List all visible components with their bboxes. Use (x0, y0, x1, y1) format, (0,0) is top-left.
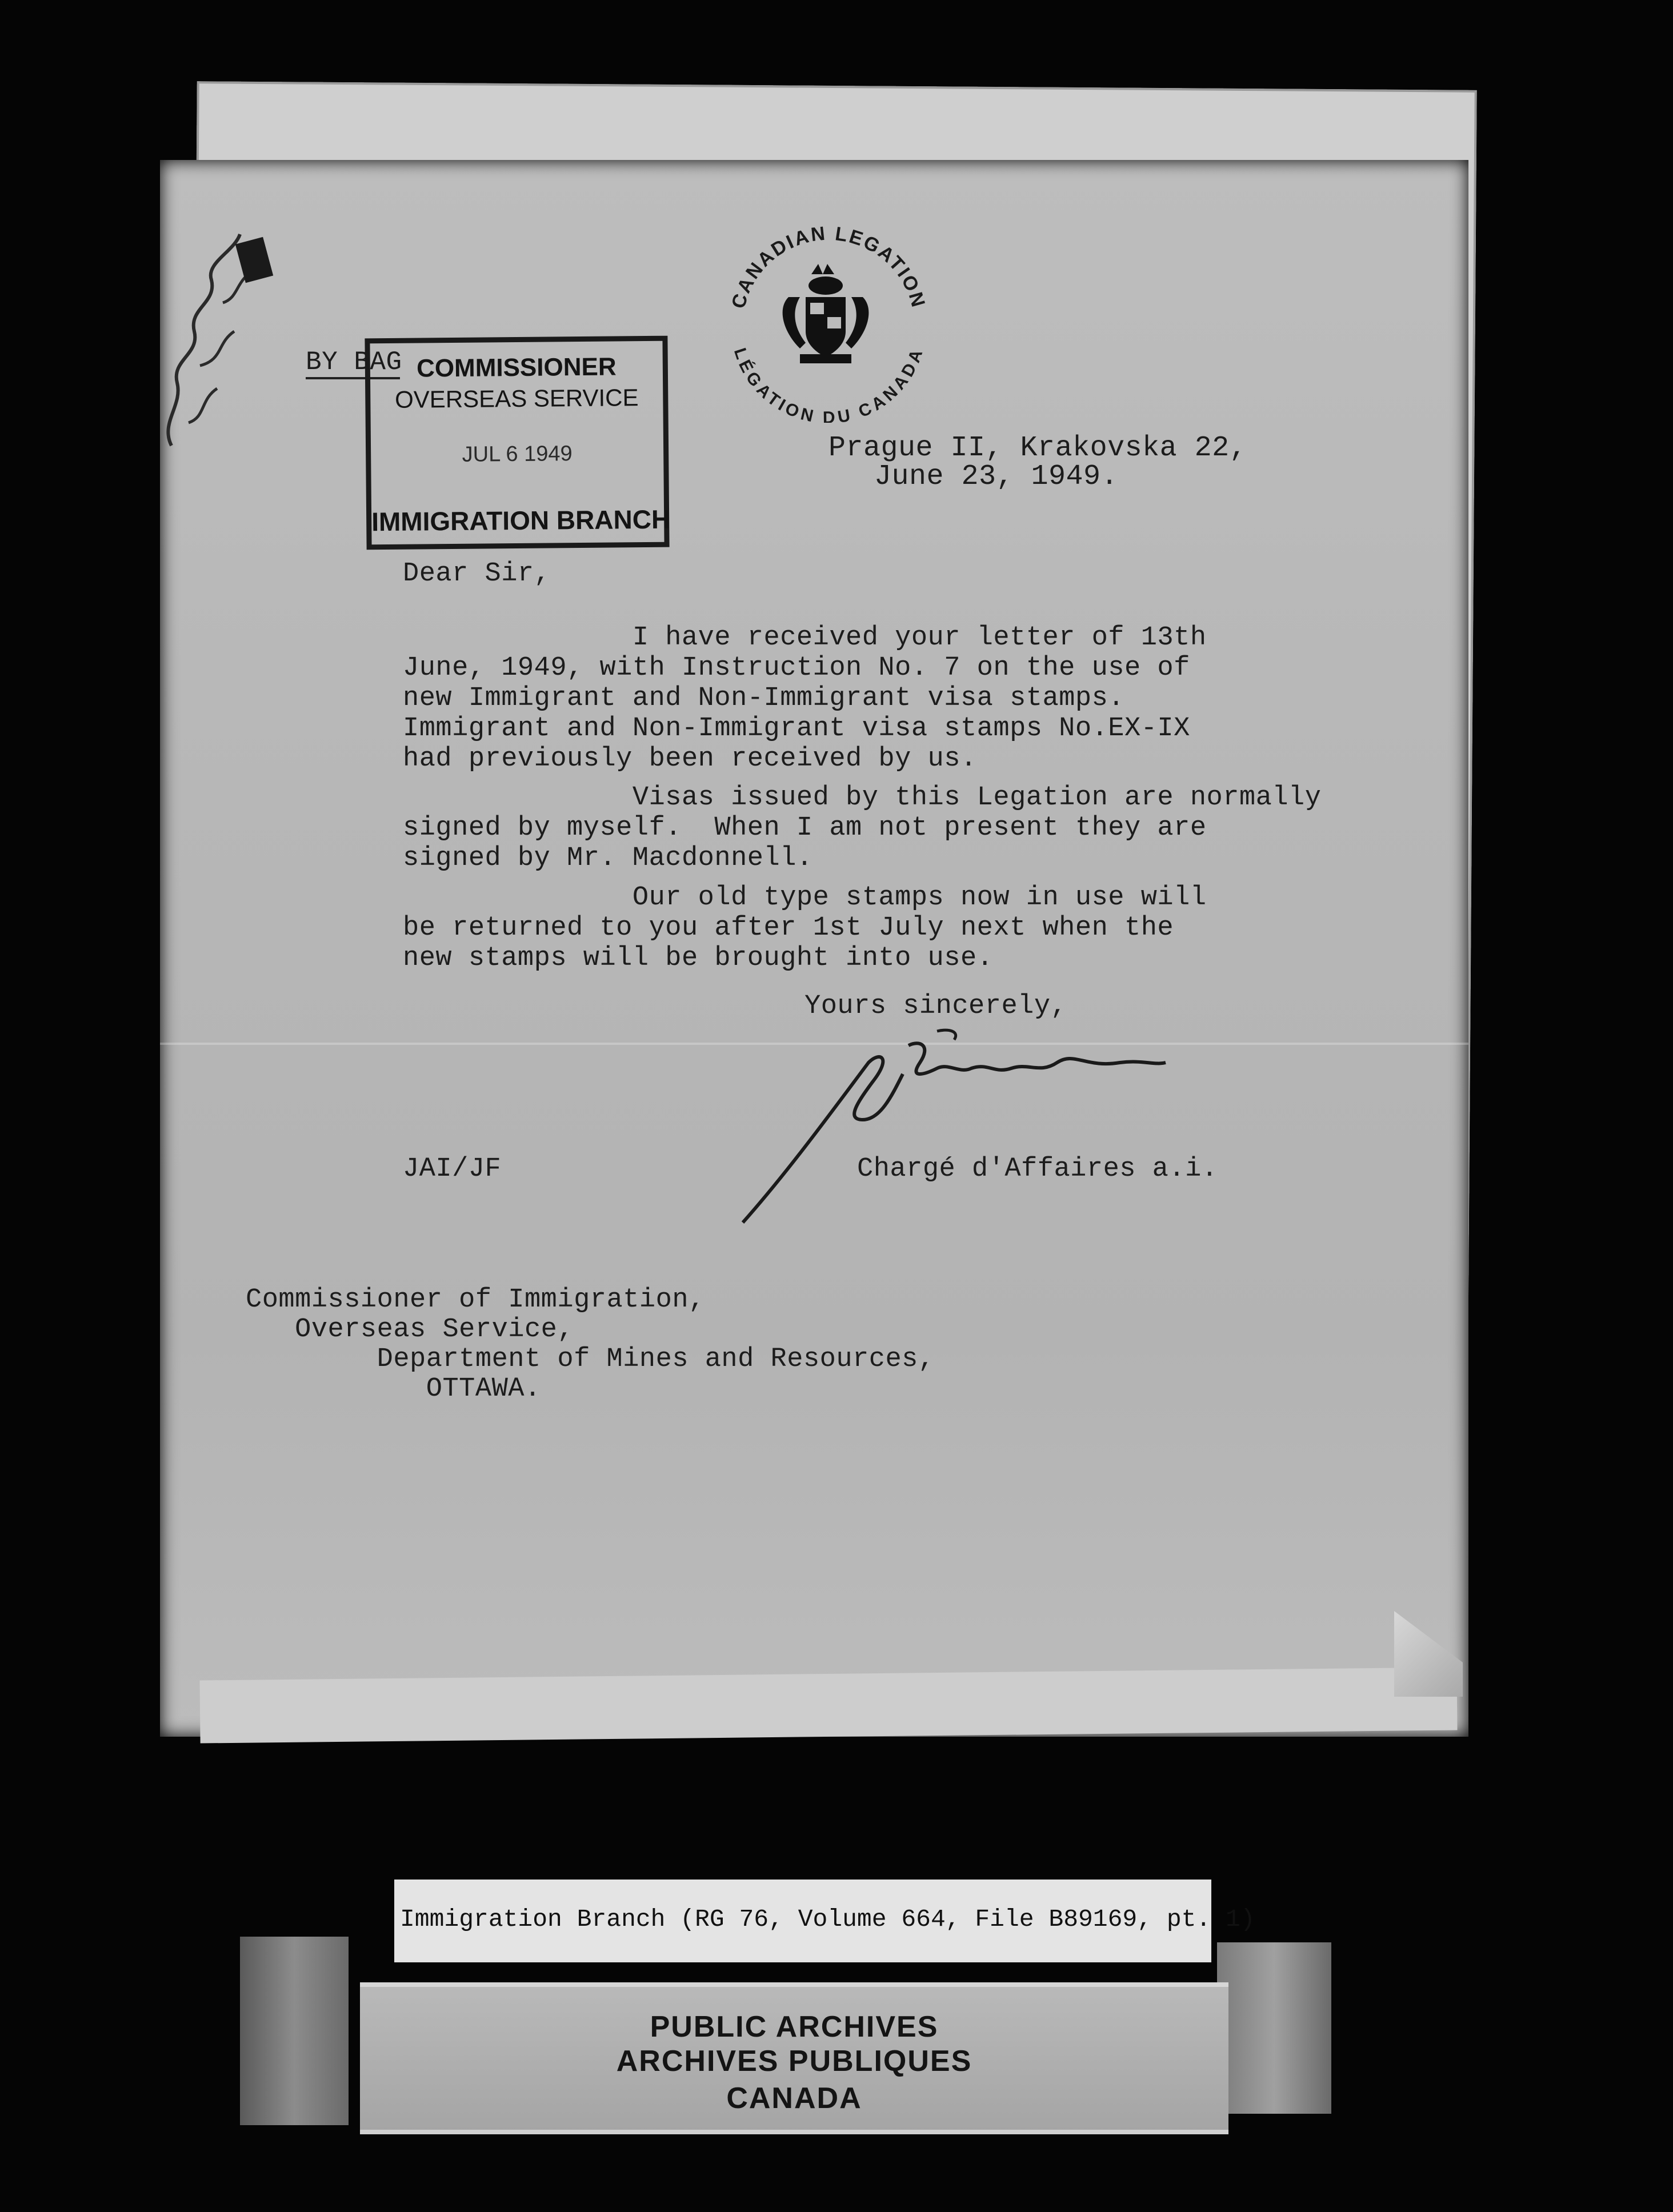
archive-reference-label (394, 1880, 1255, 1962)
handwritten-signature (720, 1028, 1177, 1234)
archive-strip-left (240, 1937, 349, 2125)
paragraph-3: Our old type stamps now in use will be returned to you after 1st July next when the new stamps will be brought into use. (403, 883, 1207, 973)
closing: Yours sincerely, (805, 991, 1067, 1021)
addressee-block: Commissioner of Immigration, Overseas Service, Department of Mines and Resources, OTTAWA. (246, 1285, 935, 1404)
archive-stamp-line-2: ARCHIVES PUBLIQUES (616, 2045, 972, 2078)
sender-address: Prague II, Krakovska 22, (829, 432, 1247, 464)
salutation: Dear Sir, (403, 559, 551, 589)
archive-stamp-line-3: CANADA (726, 2082, 862, 2115)
signer-title: Chargé d'Affaires a.i. (857, 1154, 1218, 1184)
paragraph-2: Visas issued by this Legation are normally signed by myself. When I am not present they are signed by Mr. Macdonnell. (403, 783, 1322, 873)
public-archives-stamp (360, 1982, 1228, 2134)
sheet-bottom-edge (199, 1667, 1457, 1743)
received-stamp (365, 336, 669, 550)
stamp-line-branch: IMMIGRATION BRANCH (371, 504, 671, 537)
stamp-line-commissioner: COMMISSIONER (416, 352, 617, 383)
legation-coat-of-arms-icon (720, 217, 937, 423)
handwritten-note-signature (149, 217, 286, 457)
by-bag-label: BY BAG (306, 347, 402, 377)
stamp-date: JUL 6 1949 (462, 442, 573, 467)
svg-text:LÉGATION DU CANADA: LÉGATION DU CANADA (730, 346, 927, 423)
archive-stamp-line-1: PUBLIC ARCHIVES (650, 2010, 939, 2043)
svg-text:CANADIAN LEGATION: CANADIAN LEGATION (727, 222, 930, 311)
stamp-line-overseas: OVERSEAS SERVICE (394, 384, 639, 413)
archive-reference-text: Immigration Branch (RG 76, Volume 664, File B89169, pt. 1) (400, 1905, 1255, 1933)
letter-date: June 23, 1949. (874, 460, 1119, 493)
paragraph-1: I have received your letter of 13th June, 1949, with Instruction No. 7 on the use of new Immigrant and Non-Immigrant visa stamps. Immigrant and Non-Immigrant visa stamps No.EX-IX had previously been received by us. (403, 623, 1207, 774)
reference-initials: JAI/JF (403, 1154, 502, 1184)
archive-strip-right (1217, 1942, 1331, 2114)
